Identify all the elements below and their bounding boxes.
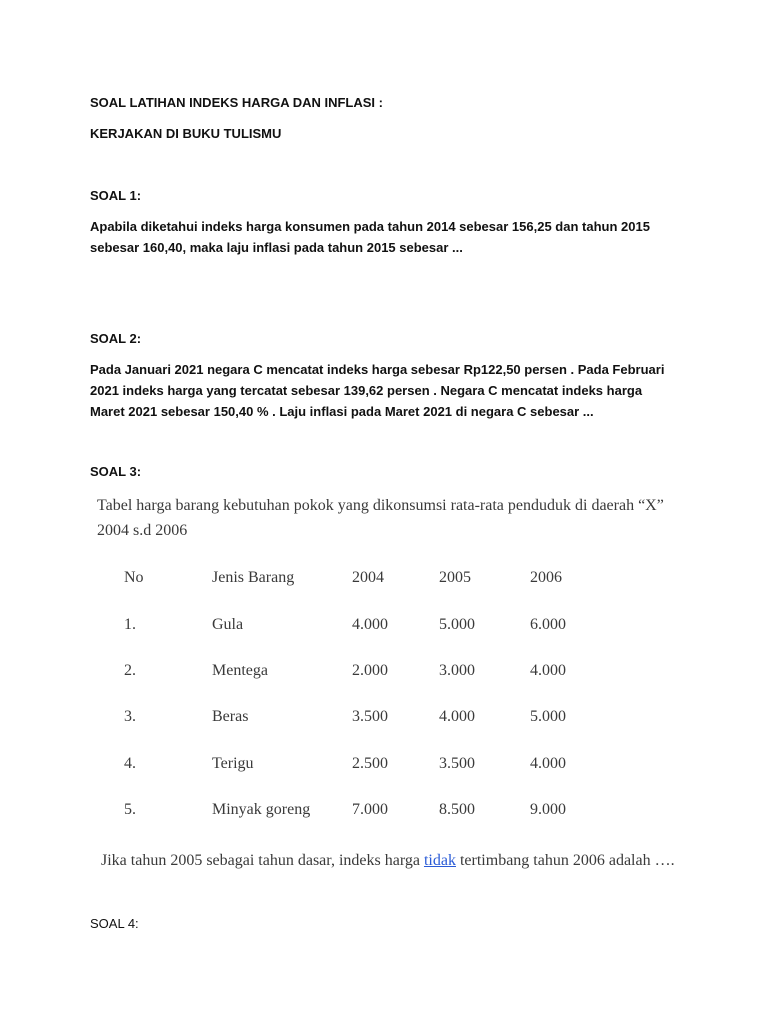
row-price-2005: 4.000 (439, 708, 475, 725)
row-price-2006: 4.000 (530, 755, 566, 772)
soal-2-heading: SOAL 2: (90, 331, 142, 346)
row-item: Beras (212, 708, 249, 725)
row-price-2006: 9.000 (530, 801, 566, 818)
instruction-text: KERJAKAN DI BUKU TULISMU (90, 126, 282, 141)
soal-1-question (90, 216, 650, 258)
soal-2-line: Maret 2021 sebesar 150,40 % . Laju inflasi pada Maret 2021 di negara C sebesar ... (90, 404, 594, 419)
table-caption-line: 2004 s.d 2006 (97, 522, 188, 539)
row-price-2004: 4.000 (352, 616, 388, 633)
row-price-2006: 4.000 (530, 662, 566, 679)
row-no: 2. (124, 662, 136, 679)
soal-4-heading: SOAL 4: (90, 916, 139, 931)
soal-3-question (101, 852, 675, 870)
soal-3-question-end: tertimbang tahun 2006 adalah …. (455, 852, 675, 869)
soal-1-line: Apabila diketahui indeks harga konsumen pada tahun 2014 sebesar 156,25 dan tahun 2015 (90, 219, 650, 234)
row-price-2004: 2.500 (352, 755, 388, 772)
table-caption-line: Tabel harga barang kebutuhan pokok yang dikonsumsi rata-rata penduduk di daerah “X” (97, 497, 664, 514)
row-item: Gula (212, 616, 244, 633)
row-no: 5. (124, 801, 136, 818)
row-item: Mentega (212, 662, 268, 679)
tidak-link[interactable]: tidak (423, 852, 456, 869)
row-no: 1. (124, 616, 136, 633)
row-price-2005: 3.500 (439, 755, 475, 772)
row-price-2004: 7.000 (352, 801, 388, 818)
row-price-2004: 2.000 (352, 662, 388, 679)
row-price-2004: 3.500 (352, 708, 388, 725)
row-price-2005: 5.000 (439, 616, 475, 633)
document-title: SOAL LATIHAN INDEKS HARGA DAN INFLASI : (90, 95, 383, 110)
row-price-2006: 5.000 (530, 708, 566, 725)
soal-2-question (90, 359, 664, 422)
table-header-2006: 2006 (530, 569, 562, 586)
row-no: 3. (124, 708, 136, 725)
row-price-2005: 3.000 (439, 662, 475, 679)
row-item: Terigu (212, 755, 254, 772)
row-no: 4. (124, 755, 136, 772)
table-header-2005: 2005 (439, 569, 471, 586)
soal-1-heading: SOAL 1: (90, 188, 142, 203)
soal-2-line: 2021 indeks harga yang tercatat sebesar 139,62 persen . Negara C mencatat indeks harga (90, 383, 643, 398)
soal-3-heading: SOAL 3: (90, 464, 142, 479)
soal-3-question-start: Jika tahun 2005 sebagai tahun dasar, indeks harga (101, 852, 424, 869)
table-header-item: Jenis Barang (212, 569, 295, 586)
soal-2-line: Pada Januari 2021 negara C mencatat indeks harga sebesar Rp122,50 persen . Pada Februari (90, 362, 665, 377)
row-price-2006: 6.000 (530, 616, 566, 633)
row-item: Minyak goreng (212, 801, 311, 818)
table-header-no: No (124, 569, 144, 586)
row-price-2005: 8.500 (439, 801, 475, 818)
soal-1-line: sebesar 160,40, maka laju inflasi pada tahun 2015 sebesar ... (90, 240, 463, 255)
table-header-2004: 2004 (352, 569, 384, 586)
